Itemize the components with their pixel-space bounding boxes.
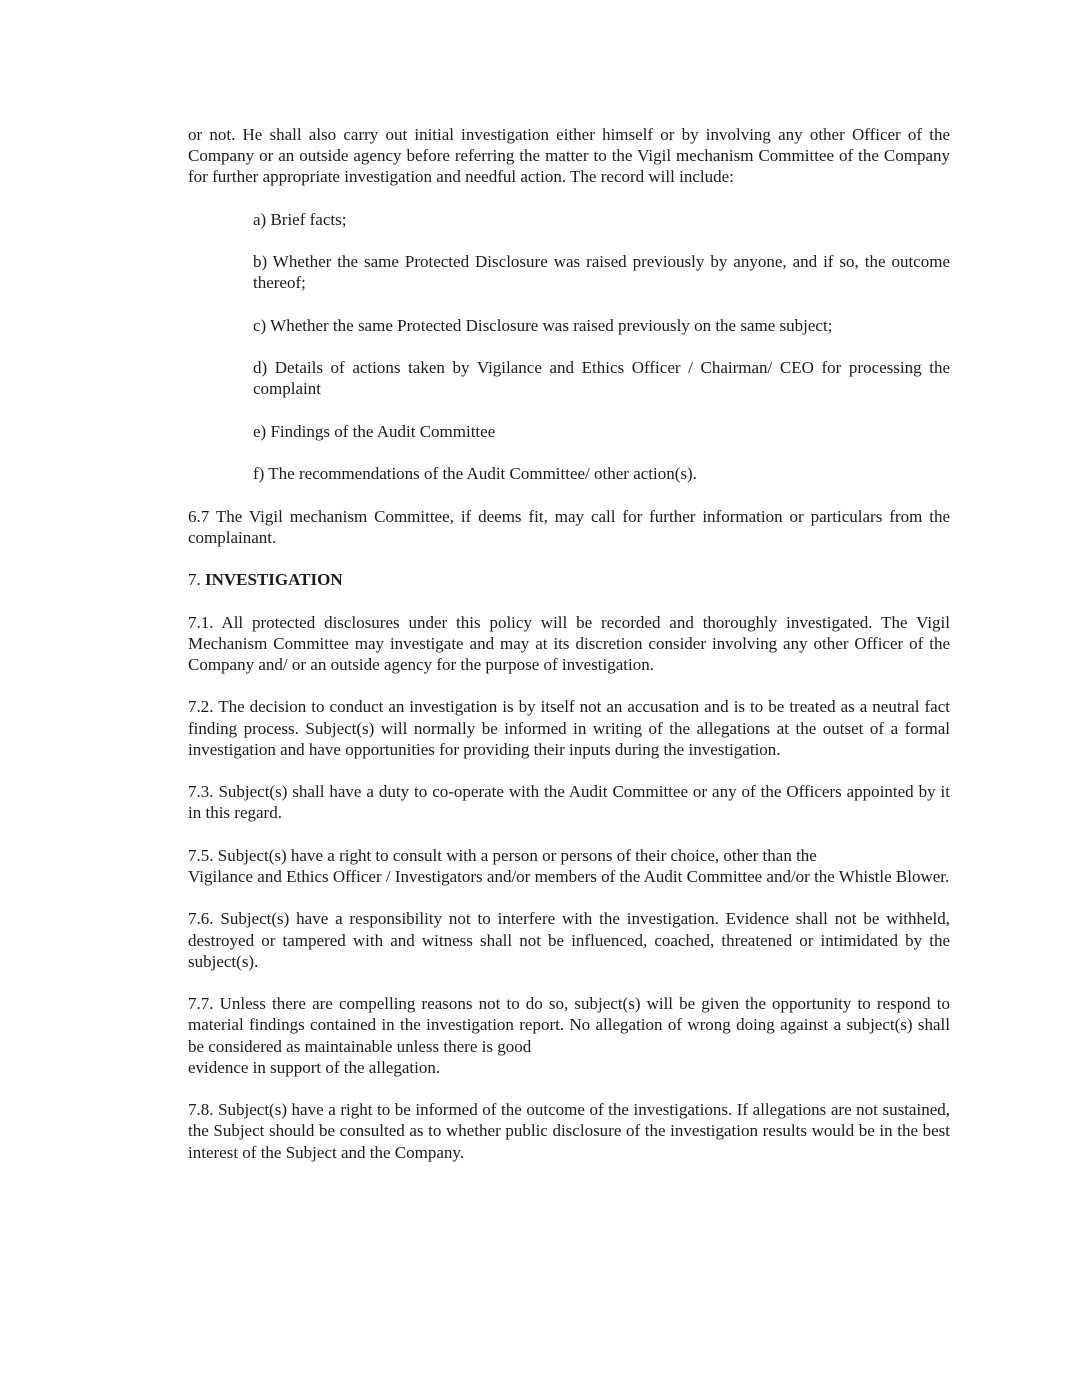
paragraph-7-2: 7.2. The decision to conduct an investigation is by itself not an accusation and is to be treated as a neutral fact finding process. Subject(s) will normally be informed in writing of the allegations at the outset of a formal investigation and have opportunities for providing their inputs during the investigation. — [188, 697, 950, 759]
list-item-c: c) Whether the same Protected Disclosure was raised previously on the same subject; — [253, 315, 833, 335]
paragraph-7-6: 7.6. Subject(s) have a responsibility not to interfere with the investigation. Evidence shall not be withheld, destroyed or tampered with and witness shall not be influenced, coached, threatened or intimidated by the subject(s). — [188, 909, 950, 971]
paragraph-7-8: 7.8. Subject(s) have a right to be informed of the outcome of the investigations. If allegations are not sustained, the Subject should be consulted as to whether public disclosure of the investigation results would be in the best interest of the Subject and the Company. — [188, 1100, 950, 1162]
list-item-f: f) The recommendations of the Audit Committee/ other action(s). — [253, 464, 697, 484]
list-item-a: a) Brief facts; — [253, 209, 347, 229]
list-item-b: b) Whether the same Protected Disclosure was raised previously by anyone, and if so, the outcome thereof; — [253, 252, 950, 293]
list-item-e: e) Findings of the Audit Committee — [253, 421, 496, 441]
list-item-d: d) Details of actions taken by Vigilance and Ethics Officer / Chairman/ CEO for processing the complaint — [253, 358, 950, 399]
paragraph-7-1: 7.1. All protected disclosures under this policy will be recorded and thoroughly investigated. The Vigil Mechanism Committee may investigate and may at its discretion consider involving any other Officer of the Company and/ or an outside agency for the purpose of investigation. — [188, 612, 950, 674]
paragraph-7-5 — [188, 845, 950, 887]
paragraph-7-7-part-1: 7.7. Unless there are compelling reasons not to do so, subject(s) will be given the opportunity to respond to material findings contained in the investigation report. No allegation of wrong doing against a subject(s) shall be considered as maintainable unless there is good — [188, 994, 950, 1056]
paragraph-7-7-part-2: evidence in support of the allegation. — [188, 1057, 441, 1077]
paragraph-6-7: 6.7 The Vigil mechanism Committee, if deems fit, may call for further information or particulars from the complainant. — [188, 506, 950, 547]
paragraph-intro: or not. He shall also carry out initial investigation either himself or by involving any other Officer of the Company or an outside agency before referring the matter to the Vigil mechanism Committee of the Company for further appropriate investigation and needful action. The record will include: — [188, 125, 950, 187]
paragraph-7-5-continuation: Vigilance and Ethics Officer / Investigators and/or members of the Audit Committee and/or the Whistle Blower. — [188, 866, 950, 886]
heading-number: 7. — [188, 570, 201, 590]
paragraph-7-5-line-1: 7.5. Subject(s) have a right to consult with a person or persons of their choice, other than the — [188, 845, 817, 865]
paragraph-7-7 — [188, 993, 950, 1078]
section-heading-investigation — [188, 569, 950, 590]
heading-title: INVESTIGATION — [205, 570, 343, 590]
paragraph-7-3: 7.3. Subject(s) shall have a duty to co-operate with the Audit Committee or any of the Officers appointed by it in this regard. — [188, 782, 950, 823]
